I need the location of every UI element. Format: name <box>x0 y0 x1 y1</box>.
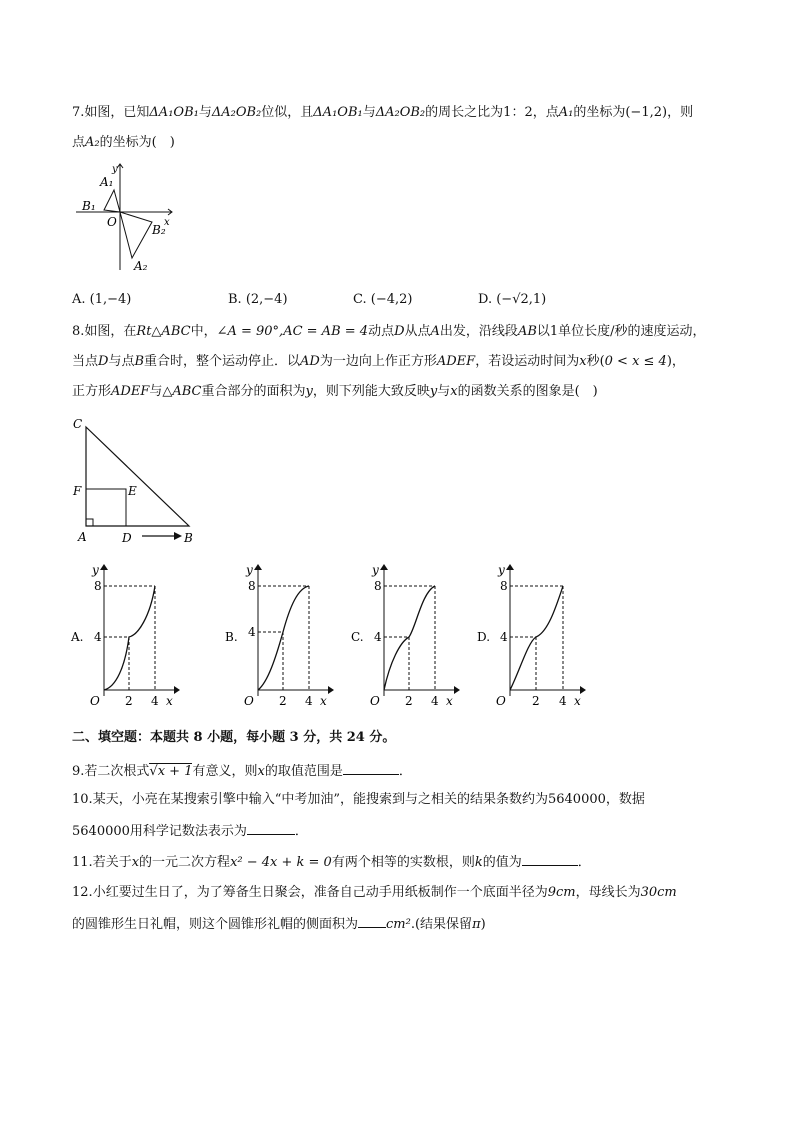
graph-x-label: x <box>446 694 453 708</box>
q8-triangle-abc <box>86 427 189 526</box>
q7-option-d[interactable]: D. (−√2,1) <box>478 292 547 307</box>
q7-math: A₁ <box>558 105 574 120</box>
q8-math: x <box>450 384 458 399</box>
q10-line-2 <box>72 820 308 842</box>
q8-text: )， <box>666 354 685 369</box>
q8-text: 如图，在 <box>84 324 137 339</box>
q10-line-1 <box>72 790 645 810</box>
graph-tick-x4: 4 <box>559 694 567 708</box>
graph-tick-y4: 4 <box>94 630 102 644</box>
q11-text: 若关于 <box>92 855 132 870</box>
q11-text: 的一元二次方程 <box>139 855 231 870</box>
q7-text: 与 <box>362 105 376 120</box>
q12-length: 30cm <box>640 885 677 900</box>
graph-tick-y4: 4 <box>374 630 382 644</box>
q8-math: D <box>394 324 405 339</box>
graph-origin: O <box>370 694 380 708</box>
graph-y-label: y <box>92 563 99 577</box>
q7-label-y: y <box>112 164 118 175</box>
q12-answer-blank[interactable] <box>358 913 386 928</box>
q8-text: ，若设运动时间为 <box>475 354 580 369</box>
q11-text: 的值为 <box>482 855 522 870</box>
q8-number: 8. <box>72 324 85 339</box>
q8-text: 秒( <box>586 354 605 369</box>
q7-text: 位似，且 <box>261 105 314 120</box>
q9-var: x <box>257 764 265 779</box>
q8-math: D <box>98 354 109 369</box>
q7-number: 7. <box>72 105 85 120</box>
q9-number: 9. <box>72 764 85 779</box>
q8-graph-a[interactable] <box>70 562 182 708</box>
q12-text: .(结果保留 <box>410 917 473 932</box>
q7-text: ，点 <box>532 105 559 120</box>
graph-origin: O <box>90 694 100 708</box>
graph-tick-x2: 2 <box>279 694 287 708</box>
q7-text: 的坐标为 <box>573 105 626 120</box>
graph-tick-x2: 2 <box>125 694 133 708</box>
graph-x-label: x <box>166 694 173 708</box>
q7-label-b2: B₂ <box>152 223 166 237</box>
q9-text: ． <box>398 764 412 779</box>
q12-number: 12. <box>72 885 93 900</box>
section-heading: 二、填空题：本题共 8 小题，每小题 3 分，共 24 分。 <box>72 730 396 745</box>
q7-math: ΔA₂OB₂ <box>211 105 262 120</box>
graph-tick-y8: 8 <box>248 579 256 593</box>
q11-answer-blank[interactable] <box>522 851 578 866</box>
q10-number: 10. <box>72 792 93 807</box>
q11-text: ． <box>577 855 591 870</box>
q8-math: Rt△ABC <box>136 324 191 339</box>
q9-expr: √x + 1 <box>149 764 193 779</box>
q8-math: ADEF <box>436 354 476 369</box>
q12-line-2 <box>72 913 486 935</box>
q11-var: k <box>474 855 483 870</box>
graph-origin: O <box>244 694 254 708</box>
q8-text: 以1单位长度/秒的速度运动， <box>536 324 706 339</box>
q7-math: ΔA₂OB₂ <box>375 105 426 120</box>
q8-text: 中， <box>190 324 217 339</box>
q12-text: ) <box>480 917 486 932</box>
graph-tick-y8: 8 <box>500 579 508 593</box>
q11-number: 11. <box>72 855 93 870</box>
q8-graph-a-svg <box>70 562 182 708</box>
q11-text: 有两个相等的实数根，则 <box>331 855 475 870</box>
graph-tick-x4: 4 <box>305 694 313 708</box>
q8-text: 与 <box>437 384 451 399</box>
q8-text: 动点 <box>368 324 395 339</box>
graph-y-arrow <box>100 564 108 570</box>
q8-line-3 <box>72 382 598 402</box>
q7-large-triangle <box>120 212 152 258</box>
q7-coord: (−1,2) <box>625 105 668 120</box>
q9-text: 的取值范围是 <box>264 764 343 779</box>
q8-math: B <box>134 354 145 369</box>
q9-line <box>72 760 412 782</box>
graph-tick-y4: 4 <box>500 630 508 644</box>
graph-axes <box>506 564 586 696</box>
q8-graph-b-svg <box>224 562 336 708</box>
q11-line <box>72 851 591 873</box>
graph-y-arrow <box>254 564 262 570</box>
q8-math: △ABC <box>162 384 202 399</box>
graph-tick-y8: 8 <box>94 579 102 593</box>
q7-figure <box>76 160 181 276</box>
q8-graph-d-svg <box>476 562 588 708</box>
graph-tick-y8: 8 <box>374 579 382 593</box>
q8-math: ∠A = 90°,AC = AB = 4 <box>216 324 369 339</box>
q8-text: 与点 <box>108 354 135 369</box>
q9-answer-blank[interactable] <box>343 760 399 775</box>
q7-line-2 <box>72 133 175 153</box>
q8-triangle-figure <box>70 415 200 547</box>
q7-small-triangle <box>104 190 120 212</box>
q9-text: 有意义，则 <box>192 764 258 779</box>
graph-tick-y4: 4 <box>248 625 256 639</box>
q7-text: 如图，已知 <box>84 105 150 120</box>
q12-text: 的圆锥形生日礼帽，则这个圆锥形礼帽的侧面积为 <box>72 917 359 932</box>
q10-answer-blank[interactable] <box>247 820 295 835</box>
graph-axes <box>100 564 180 696</box>
q8-text: ，则下列能大致反映 <box>312 384 430 399</box>
q8-text: 重合部分的面积为 <box>201 384 306 399</box>
graph-x-arrow <box>174 686 180 694</box>
q8-graph-b[interactable] <box>224 562 336 708</box>
q7-text: 与 <box>198 105 212 120</box>
q7-ratio: 1：2 <box>503 105 533 120</box>
graph-x-arrow <box>580 686 586 694</box>
q8-graph-d[interactable] <box>476 562 588 708</box>
q8-label-f: F <box>73 484 82 498</box>
q12-text: 小红要过生日了，为了筹备生日聚会，准备自己动手用纸板制作一个底面半径为 <box>92 885 548 900</box>
q7-label-a1: A₁ <box>100 175 114 189</box>
q8-right-angle-mark <box>86 519 93 526</box>
q7-text: 点 <box>72 135 86 150</box>
q12-pi: π <box>472 917 481 932</box>
q7-option-b[interactable]: B. (2,−4) <box>228 292 288 307</box>
q8-math: ADEF <box>111 384 150 399</box>
q8-text: 当点 <box>72 354 99 369</box>
q8-text: 从点 <box>404 324 431 339</box>
q8-line-1 <box>72 322 706 342</box>
q8-math: AD <box>300 354 320 369</box>
q8-math: y <box>305 384 313 399</box>
graph-x-label: x <box>574 694 581 708</box>
q7-label-a2: A₂ <box>134 259 148 273</box>
q8-text: 正方形 <box>72 384 112 399</box>
q7-option-a[interactable]: A. (1,−4) <box>72 292 132 307</box>
q7-text: ，则 <box>667 105 694 120</box>
q8-text: 出发，沿线段 <box>439 324 518 339</box>
graph-y-label: y <box>498 563 505 577</box>
q8-line-2 <box>72 352 685 372</box>
q12-line-1 <box>72 883 677 903</box>
q7-math: A₂ <box>85 135 100 150</box>
graph-tick-x2: 2 <box>532 694 540 708</box>
q8-label-d: D <box>122 531 132 545</box>
q9-text: 若二次根式 <box>84 764 150 779</box>
q8-math: A <box>430 324 440 339</box>
graph-x-arrow <box>454 686 460 694</box>
graph-tick-x4: 4 <box>151 694 159 708</box>
q8-motion-arrowhead <box>174 532 182 540</box>
q7-math: ΔA₁OB₁ <box>149 105 199 120</box>
q8-text: 重合时，整个运动停止．以 <box>144 354 301 369</box>
q8-math: AB <box>517 324 537 339</box>
q10-text: 某天，小亮在某搜索引擎中输入“中考加油”，能搜索到与之相关的结果条数约为5640000，数据 <box>92 792 645 807</box>
q10-text: 5640000用科学记数法表示为 <box>72 824 247 839</box>
q7-label-b1: B₁ <box>82 199 96 213</box>
q8-label-e: E <box>128 484 137 498</box>
q7-label-o: O <box>107 215 117 229</box>
q7-line-1 <box>72 103 693 123</box>
q8-label-a: A <box>78 530 87 544</box>
graph-x-label: x <box>320 694 327 708</box>
q10-text: ． <box>294 824 308 839</box>
graph-y-label: y <box>246 563 253 577</box>
q8-math: 0 < x ≤ 4 <box>604 354 667 369</box>
q8-graph-c[interactable] <box>350 562 462 708</box>
graph-option-label: D. <box>477 630 491 644</box>
q8-square-adef <box>86 489 126 526</box>
graph-option-label: B. <box>225 630 238 644</box>
q8-text: 为一边向上作正方形 <box>319 354 437 369</box>
q11-equation: x² − 4x + k = 0 <box>230 855 332 870</box>
graph-axes <box>254 564 334 696</box>
q8-label-b: B <box>184 531 193 545</box>
q8-label-c: C <box>73 417 83 431</box>
q7-option-c[interactable]: C. (−4,2) <box>353 292 413 307</box>
q8-text: 与 <box>149 384 163 399</box>
graph-tick-x4: 4 <box>431 694 439 708</box>
graph-y-arrow <box>380 564 388 570</box>
graph-tick-x2: 2 <box>405 694 413 708</box>
q11-var: x <box>131 855 140 870</box>
graph-y-arrow <box>506 564 514 570</box>
q12-unit: cm² <box>386 917 411 932</box>
q12-radius: 9cm <box>547 885 576 900</box>
graph-origin: O <box>496 694 506 708</box>
q8-graph-c-svg <box>350 562 462 708</box>
q8-math: x <box>579 354 587 369</box>
q7-label-x: x <box>164 217 170 228</box>
graph-axes <box>380 564 460 696</box>
q7-text: 的周长之比为 <box>425 105 504 120</box>
q7-text: 的坐标为( ) <box>99 135 175 150</box>
q7-math: ΔA₁OB₁ <box>313 105 363 120</box>
q12-text: ，母线长为 <box>575 885 641 900</box>
q8-text: 的函数关系的图象是( ) <box>457 384 598 399</box>
graph-option-label: C. <box>351 630 364 644</box>
graph-y-label: y <box>372 563 379 577</box>
graph-x-arrow <box>328 686 334 694</box>
graph-option-label: A. <box>71 630 84 644</box>
q8-math: y <box>429 384 438 399</box>
